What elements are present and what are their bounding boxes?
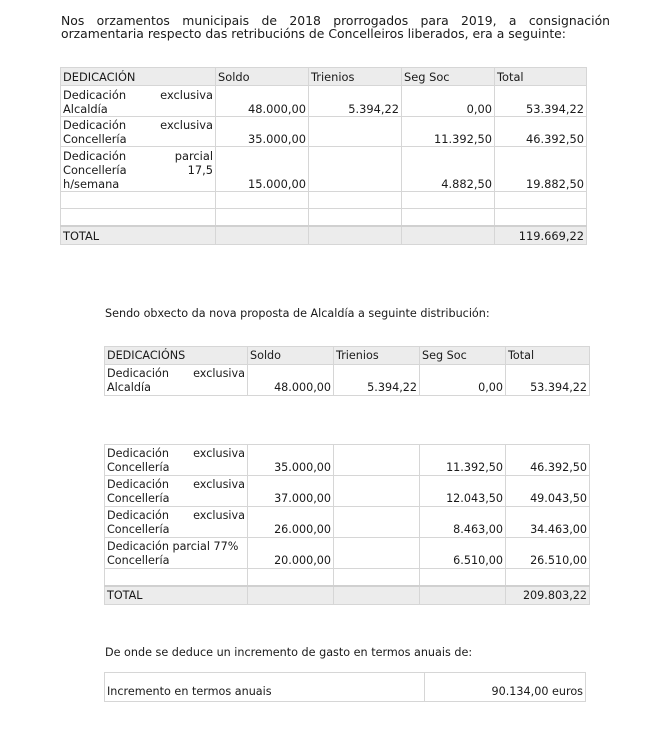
cell-total: 53.394,22 [506,365,590,396]
cell-soldo: 20.000,00 [248,538,334,569]
row-description [61,86,216,117]
desc-line: h/semana [63,177,120,191]
empty-cell [309,226,402,245]
empty-cell [61,192,216,209]
row-description [105,445,248,476]
table-header-row [61,68,587,86]
empty-row [61,209,587,227]
desc-word: exclusiva [193,367,245,380]
cell-seg-soc: 11.392,50 [420,445,506,476]
desc-word: Dedicación [107,478,169,491]
table-row [105,538,590,569]
table-header-row [105,347,590,365]
cell-trienios [334,476,420,507]
header-dedicacions: DEDICACIÓNS [105,347,248,365]
total-label: TOTAL [105,586,248,605]
cell-seg-soc: 12.043,50 [420,476,506,507]
desc-line: Concellería [107,461,170,474]
empty-cell [402,226,495,245]
desc-word: exclusiva [160,118,213,132]
table-row [105,476,590,507]
desc-word: exclusiva [193,447,245,460]
empty-cell [420,569,506,587]
cell-seg-soc: 4.882,50 [402,147,495,192]
cell-total: 34.463,00 [506,507,590,538]
empty-cell [495,209,587,227]
header-soldo: Soldo [248,347,334,365]
total-value: 119.669,22 [495,226,587,245]
desc-word: Dedicación [63,88,127,102]
cell-trienios [334,445,420,476]
empty-cell [420,586,506,605]
empty-row [61,192,587,209]
cell-seg-soc: 6.510,00 [420,538,506,569]
empty-row [105,569,590,587]
desc-line: Alcaldía [107,381,151,394]
empty-cell [216,226,309,245]
header-soldo: Soldo [216,68,309,86]
cell-soldo: 37.000,00 [248,476,334,507]
increment-label: Incremento en termos anuais [105,673,425,702]
header-trienios: Trienios [309,68,402,86]
cell-soldo: 15.000,00 [216,147,309,192]
intro-paragraph [61,14,610,40]
desc-word: parcial [174,149,213,163]
table-row [61,86,587,117]
desc-word: Dedicación [107,509,169,522]
desc-word: 17,5 [187,163,213,177]
cell-total: 46.392,50 [506,445,590,476]
header-total: Total [495,68,587,86]
cell-soldo: 48.000,00 [248,365,334,396]
cell-trienios [334,507,420,538]
desc-line: Alcaldía [63,102,108,116]
cell-total: 46.392,50 [495,117,587,147]
row-description [105,476,248,507]
total-row [105,586,590,605]
empty-cell [216,192,309,209]
row-description [105,365,248,396]
table-2018-budget [60,67,587,245]
table-proposal-concellerias [104,444,590,605]
empty-cell [402,209,495,227]
table-increment [104,672,586,702]
empty-cell [248,586,334,605]
empty-cell [309,192,402,209]
intro-line-1: Nos orzamentos municipais de 2018 prorrogados para 2019, a consignación [61,13,610,28]
desc-word: Dedicación [63,149,127,163]
cell-total: 53.394,22 [495,86,587,117]
table-row [61,147,587,192]
increment-value: 90.134,00 euros [425,673,586,702]
cell-total: 49.043,50 [506,476,590,507]
cell-seg-soc: 11.392,50 [402,117,495,147]
empty-cell [61,209,216,227]
empty-cell [248,569,334,587]
empty-cell [216,209,309,227]
header-total: Total [506,347,590,365]
cell-seg-soc: 8.463,00 [420,507,506,538]
empty-cell [495,192,587,209]
table-row [105,365,590,396]
header-trienios: Trienios [334,347,420,365]
cell-trienios [334,538,420,569]
total-label: TOTAL [61,226,216,245]
empty-cell [309,209,402,227]
desc-word: Dedicación [107,447,169,460]
desc-line: Concellería [107,523,170,536]
cell-seg-soc: 0,00 [420,365,506,396]
cell-soldo: 26.000,00 [248,507,334,538]
header-seg-soc: Seg Soc [402,68,495,86]
row-description [105,507,248,538]
increment-intro-text: De onde se deduce un incremento de gasto en termos anuais de: [105,646,473,659]
desc-line: Dedicación parcial 77% [107,540,239,553]
table-row [105,673,586,702]
empty-cell [105,569,248,587]
intro-line-2: orzamentaria respecto das retribucións de Concelleiros liberados, era a seguinte: [61,26,566,41]
desc-word: exclusiva [160,88,213,102]
cell-trienios: 5.394,22 [334,365,420,396]
empty-cell [334,569,420,587]
header-seg-soc: Seg Soc [420,347,506,365]
cell-trienios [309,117,402,147]
table-row [105,507,590,538]
total-row [61,226,587,245]
proposal-intro-text: Sendo obxecto da nova proposta de Alcaldía a seguinte distribución: [105,307,490,320]
row-description [61,117,216,147]
cell-trienios: 5.394,22 [309,86,402,117]
row-description [105,538,248,569]
empty-cell [334,586,420,605]
desc-word: Dedicación [107,367,169,380]
empty-cell [506,569,590,587]
desc-word: exclusiva [193,509,245,522]
cell-soldo: 35.000,00 [216,117,309,147]
table-proposal-alcaldia [104,346,590,396]
cell-soldo: 48.000,00 [216,86,309,117]
desc-line: Concellería [63,132,127,146]
row-description [61,147,216,192]
empty-cell [402,192,495,209]
desc-word: Concellería [63,163,127,177]
cell-soldo: 35.000,00 [248,445,334,476]
table-row [61,117,587,147]
cell-seg-soc: 0,00 [402,86,495,117]
desc-line: Concellería [107,554,170,567]
cell-total: 19.882,50 [495,147,587,192]
cell-trienios [309,147,402,192]
header-dedicacion: DEDICACIÓN [61,68,216,86]
cell-total: 26.510,00 [506,538,590,569]
desc-word: exclusiva [193,478,245,491]
desc-word: Dedicación [63,118,127,132]
total-value: 209.803,22 [506,586,590,605]
table-row [105,445,590,476]
desc-line: Concellería [107,492,170,505]
